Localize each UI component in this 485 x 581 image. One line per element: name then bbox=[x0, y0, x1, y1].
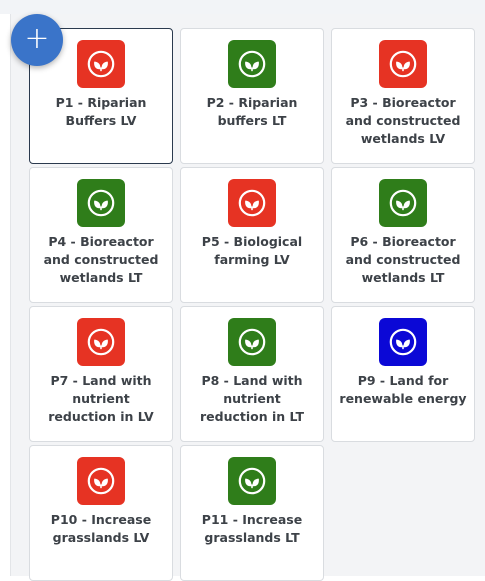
scenario-icon-box bbox=[379, 318, 427, 366]
scenario-label: P4 - Bioreactor and constructed wetlands LT bbox=[43, 234, 159, 285]
scenario-label: P7 - Land with nutrient reduction in LV bbox=[48, 373, 154, 424]
scenario-icon-box bbox=[228, 179, 276, 227]
scenario-label: P5 - Biological farming LV bbox=[201, 234, 303, 267]
leaf-icon bbox=[87, 50, 115, 78]
scenario-icon-box bbox=[77, 318, 125, 366]
scenario-icon-box bbox=[228, 318, 276, 366]
scenario-icon-box bbox=[77, 40, 125, 88]
scenario-icon-box bbox=[77, 457, 125, 505]
leaf-icon bbox=[238, 328, 266, 356]
scenario-label: P11 - Increase grasslands LT bbox=[201, 512, 303, 545]
scenario-label: P6 - Bioreactor and constructed wetlands LT bbox=[345, 234, 461, 285]
scenario-card[interactable] bbox=[180, 445, 324, 581]
leaf-icon bbox=[87, 189, 115, 217]
leaf-icon bbox=[87, 467, 115, 495]
scenario-grid bbox=[29, 28, 475, 581]
plus-icon: + bbox=[24, 20, 50, 56]
leaf-icon bbox=[389, 50, 417, 78]
panel-divider bbox=[10, 14, 11, 576]
scenario-label: P1 - Riparian Buffers LV bbox=[55, 95, 147, 128]
add-button[interactable] bbox=[11, 14, 63, 66]
scenario-label: P3 - Bioreactor and constructed wetlands LV bbox=[345, 95, 461, 146]
leaf-icon bbox=[238, 189, 266, 217]
scenario-card[interactable] bbox=[331, 28, 475, 164]
leaf-icon bbox=[87, 328, 115, 356]
scenario-icon-box bbox=[77, 179, 125, 227]
scenario-card[interactable] bbox=[180, 306, 324, 442]
scenario-card[interactable] bbox=[331, 306, 475, 442]
scenario-label: P2 - Riparian buffers LT bbox=[206, 95, 298, 128]
leaf-icon bbox=[238, 467, 266, 495]
scenario-label: P10 - Increase grasslands LV bbox=[50, 512, 152, 545]
scenario-card[interactable] bbox=[180, 167, 324, 303]
scenario-icon-box bbox=[228, 40, 276, 88]
scenario-card[interactable] bbox=[29, 445, 173, 581]
scenario-card[interactable] bbox=[29, 167, 173, 303]
leaf-icon bbox=[238, 50, 266, 78]
leaf-icon bbox=[389, 189, 417, 217]
scenario-card[interactable] bbox=[331, 167, 475, 303]
leaf-icon bbox=[389, 328, 417, 356]
scenario-card[interactable] bbox=[180, 28, 324, 164]
scenario-label: P8 - Land with nutrient reduction in LT bbox=[200, 373, 304, 424]
scenario-label: P9 - Land for renewable energy bbox=[339, 373, 467, 406]
scenario-icon-box bbox=[379, 40, 427, 88]
scenario-card[interactable] bbox=[29, 306, 173, 442]
scenario-icon-box bbox=[228, 457, 276, 505]
scenario-icon-box bbox=[379, 179, 427, 227]
top-bar bbox=[0, 0, 485, 14]
